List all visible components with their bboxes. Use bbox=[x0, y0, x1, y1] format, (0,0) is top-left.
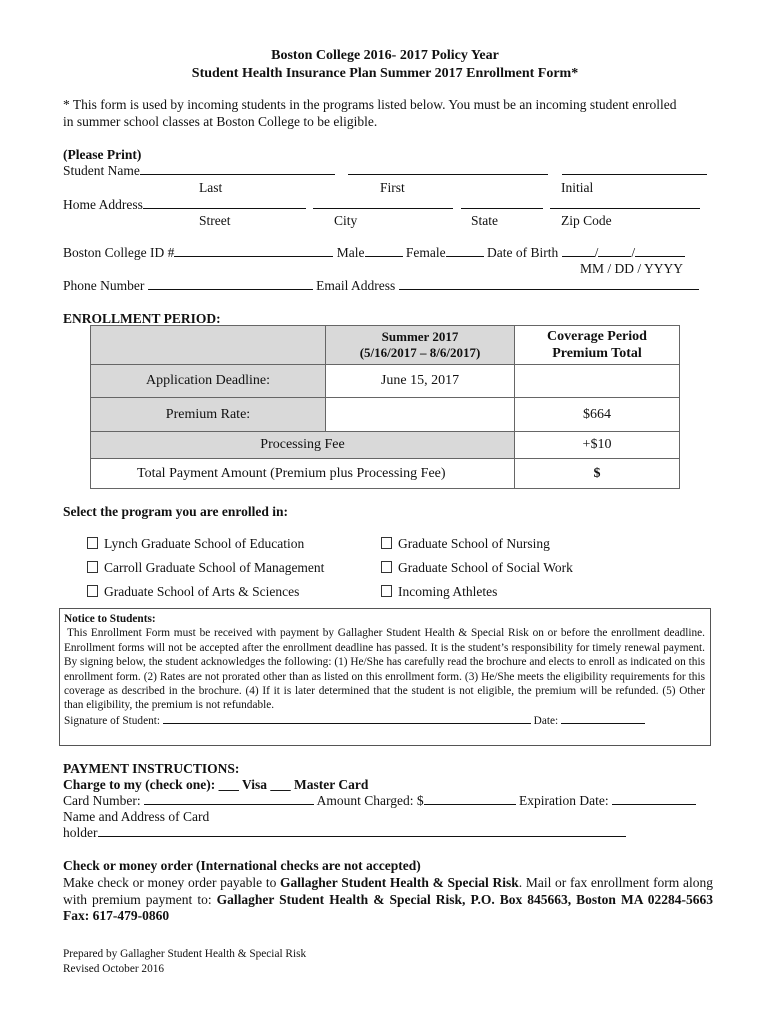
id-row: Boston College ID # Male Female Date of Birth / / bbox=[63, 245, 685, 261]
expiration-field[interactable] bbox=[612, 793, 696, 805]
premium-rate-value bbox=[326, 398, 515, 432]
checkbox-icon[interactable] bbox=[87, 585, 98, 597]
email-field[interactable] bbox=[399, 278, 699, 290]
contact-row bbox=[63, 278, 699, 294]
signature-field[interactable] bbox=[163, 713, 531, 724]
form-subtitle: Student Health Insurance Plan Summer 2017 Enrollment Form* bbox=[191, 66, 579, 81]
dob-month-field[interactable] bbox=[562, 245, 595, 257]
table-row bbox=[91, 365, 680, 398]
program-option-athletes[interactable] bbox=[381, 584, 497, 600]
check-text-2: . Mail or fax enrollment form along with premium payment to: bbox=[63, 875, 713, 907]
payee-name: Gallagher Student Health & Special Risk bbox=[280, 875, 519, 890]
initial-field[interactable] bbox=[562, 163, 707, 175]
first-caption: First bbox=[380, 180, 405, 195]
processing-fee-label: Processing Fee bbox=[91, 432, 515, 459]
summer-header-line2: (5/16/2017 – 8/6/2017) bbox=[359, 345, 481, 360]
program-label: Lynch Graduate School of Education bbox=[104, 536, 305, 551]
amount-charged-label: Amount Charged: $ bbox=[316, 793, 424, 808]
first-name-field[interactable] bbox=[348, 163, 548, 175]
dob-year-field[interactable] bbox=[635, 245, 685, 257]
program-label: Graduate School of Nursing bbox=[398, 536, 550, 551]
enrollment-table bbox=[90, 325, 680, 489]
amount-charged-field[interactable] bbox=[424, 793, 516, 805]
summer-column-header bbox=[326, 326, 515, 365]
dob-label: Date of Birth bbox=[487, 245, 559, 260]
student-name-row bbox=[63, 163, 707, 179]
checkbox-icon[interactable] bbox=[381, 561, 392, 573]
program-option-lynch[interactable] bbox=[87, 536, 304, 552]
program-option-nursing[interactable] bbox=[381, 536, 550, 552]
state-field[interactable] bbox=[461, 197, 543, 209]
app-deadline-value: June 15, 2017 bbox=[326, 365, 515, 398]
bc-id-field[interactable] bbox=[174, 245, 333, 257]
app-deadline-label: Application Deadline: bbox=[91, 365, 326, 398]
program-heading: Select the program you are enrolled in: bbox=[63, 504, 288, 519]
charge-line: Charge to my (check one): ___ Visa ___ Master Card bbox=[63, 777, 369, 792]
card-number-field[interactable] bbox=[144, 793, 314, 805]
check-text-1: Make check or money order payable to bbox=[63, 875, 281, 890]
expiration-label: Expiration Date: bbox=[519, 793, 609, 808]
processing-fee-total: +$10 bbox=[515, 432, 680, 459]
summer-header-line1: Summer 2017 bbox=[381, 329, 459, 344]
holder-row bbox=[63, 825, 713, 841]
program-label: Incoming Athletes bbox=[398, 584, 498, 599]
table-corner-cell bbox=[91, 326, 326, 365]
dob-format-caption: MM / DD / YYYY bbox=[580, 261, 684, 276]
initial-caption: Initial bbox=[561, 180, 594, 195]
male-checkbox[interactable] bbox=[365, 245, 403, 257]
check-heading: Check or money order (International checks are not accepted) bbox=[63, 858, 421, 873]
coverage-column-header bbox=[515, 326, 680, 365]
program-option-arts-sciences[interactable] bbox=[87, 584, 299, 600]
holder-field[interactable] bbox=[98, 825, 626, 837]
prepared-by: Prepared by Gallagher Student Health & Special Risk bbox=[63, 948, 307, 960]
email-label: Email Address bbox=[316, 278, 396, 293]
city-field[interactable] bbox=[313, 197, 453, 209]
phone-field[interactable] bbox=[148, 278, 313, 290]
signature-date-field[interactable] bbox=[561, 713, 645, 724]
name-address-label: Name and Address of Card bbox=[63, 809, 210, 824]
student-name-label: Student Name bbox=[63, 163, 140, 178]
home-address-label: Home Address bbox=[63, 197, 143, 212]
zip-field[interactable] bbox=[550, 197, 700, 209]
table-row bbox=[91, 459, 680, 489]
street-caption: Street bbox=[199, 213, 231, 228]
male-label: Male bbox=[336, 245, 365, 260]
phone-label: Phone Number bbox=[63, 278, 145, 293]
last-caption: Last bbox=[199, 180, 223, 195]
program-option-carroll[interactable] bbox=[87, 560, 324, 576]
card-row bbox=[63, 793, 713, 809]
revised-date: Revised October 2016 bbox=[63, 963, 165, 975]
notice-box bbox=[59, 608, 711, 746]
zip-caption: Zip Code bbox=[561, 213, 612, 228]
intro-text-2: in summer school classes at Boston College to be eligible. bbox=[63, 114, 378, 129]
program-option-social-work[interactable] bbox=[381, 560, 573, 576]
checkbox-icon[interactable] bbox=[87, 561, 98, 573]
form-title: Boston College 2016- 2017 Policy Year bbox=[271, 48, 499, 63]
card-number-label: Card Number: bbox=[63, 793, 141, 808]
intro-text: * This form is used by incoming students in the programs listed below. You must be an incoming student enrolled bbox=[63, 97, 677, 112]
total-payment-label: Total Payment Amount (Premium plus Processing Fee) bbox=[91, 459, 515, 489]
street-field[interactable] bbox=[143, 197, 306, 209]
female-checkbox[interactable] bbox=[446, 245, 484, 257]
app-deadline-total bbox=[515, 365, 680, 398]
premium-rate-label: Premium Rate: bbox=[91, 398, 326, 432]
coverage-header-line1: Coverage Period bbox=[547, 329, 647, 344]
program-label: Graduate School of Arts & Sciences bbox=[104, 584, 300, 599]
signature-row bbox=[64, 713, 705, 728]
notice-body: This Enrollment Form must be received with payment by Gallagher Student Health & Special Risk on or before the enrollment deadline. Enrollment forms will not be accepted after the enrollment deadline has passed. It is the student’s responsibility for timely renewal payment. By signing below, the student acknowledges the following: (1) He/She has carefully read the brochure and elects to enroll as indicated on this enrollment form. (2) Rates are not prorated other than as listed on this enrollment form. (3) He/She meets the eligibility requirements for this coverage as described in the brochure. (4) If it is later determined that the student is not eligible, the premium will be refunded. (5) Other than eligibility, the premium is not refundable. bbox=[64, 627, 705, 712]
last-name-field[interactable] bbox=[140, 163, 335, 175]
table-row bbox=[91, 398, 680, 432]
program-label: Carroll Graduate School of Management bbox=[104, 560, 325, 575]
date-label: Date: bbox=[533, 714, 559, 727]
signature-label: Signature of Student: bbox=[64, 714, 161, 727]
city-caption: City bbox=[334, 213, 358, 228]
check-instructions bbox=[63, 875, 713, 925]
coverage-header-line2: Premium Total bbox=[552, 346, 642, 361]
holder-label: holder bbox=[63, 825, 98, 840]
payment-heading: PAYMENT INSTRUCTIONS: bbox=[63, 761, 240, 776]
premium-rate-total: $664 bbox=[515, 398, 680, 432]
enrollment-heading: ENROLLMENT PERIOD: bbox=[63, 311, 221, 326]
state-caption: State bbox=[471, 213, 498, 228]
checkbox-icon[interactable] bbox=[381, 585, 392, 597]
female-label: Female bbox=[405, 245, 446, 260]
notice-heading: Notice to Students: bbox=[64, 613, 156, 625]
please-print-label: (Please Print) bbox=[63, 147, 142, 162]
table-header-row bbox=[91, 326, 680, 365]
checkbox-icon[interactable] bbox=[87, 537, 98, 549]
mailing-address: Gallagher Student Health & Special Risk, P.O. Box 845663, Boston MA 02284-5663 Fax: 617-479-0860 bbox=[63, 891, 713, 923]
dob-day-field[interactable] bbox=[598, 245, 631, 257]
program-label: Graduate School of Social Work bbox=[398, 560, 573, 575]
bc-id-label: Boston College ID # bbox=[63, 245, 175, 260]
home-address-row bbox=[63, 197, 700, 213]
table-row bbox=[91, 432, 680, 459]
total-payment-value: $ bbox=[515, 459, 680, 489]
checkbox-icon[interactable] bbox=[381, 537, 392, 549]
